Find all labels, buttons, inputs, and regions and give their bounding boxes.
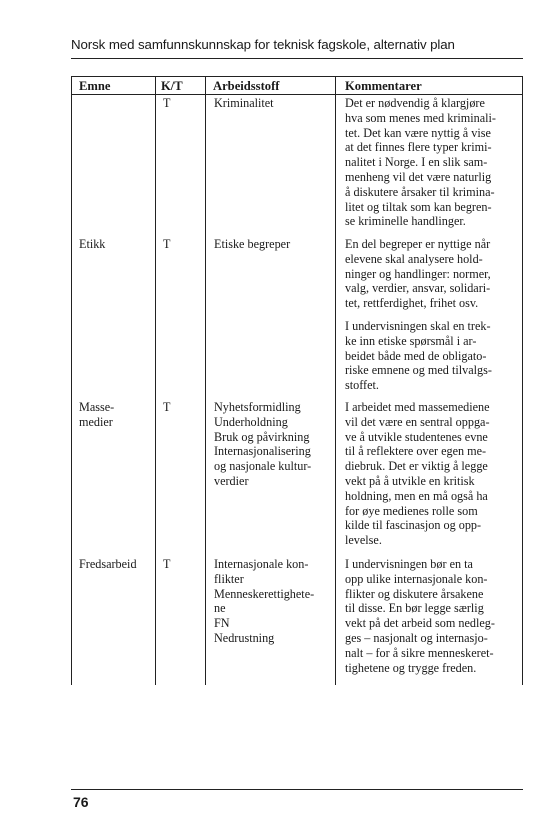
kt-cell: T [163, 400, 171, 414]
arbeidsstoff-cell: Internasjonale kon- flikter Menneskerettighete- ne FN Nedrustning [214, 557, 315, 645]
table-header-rule [71, 94, 523, 95]
comment-cell: I arbeidet med massemediene vil det være en sentral oppga- ve å utvikle studentenes evne til å reflektere over egen me- diebruk. Det er viktig å legge vekt på å utvikle en kritisk holdning, men en må også ha for øye medienes rolle som kilde til fascinasjon og opp- levelse. [345, 400, 490, 548]
comment-cell: I undervisningen bør en ta opp ulike internasjonale kon- flikter og diskutere årsakene til disse. En bør legge særlig vekt på det arbeid som nedleg- ges – nasjonalt og internasjo- nalt – for å sikre menneskeret- tighetene og trygge freden. [345, 557, 495, 675]
header-emne: Emne [79, 79, 111, 93]
column-divider [205, 76, 206, 685]
emne-cell: Fredsarbeid [79, 557, 137, 571]
header-kommentarer: Kommentarer [345, 79, 422, 93]
kt-cell: T [163, 237, 171, 251]
arbeidsstoff-cell: Nyhetsformidling Underholdning Bruk og påvirkning Internasjonalisering og nasjonale kultur- verdier [214, 400, 312, 488]
running-head: Norsk med samfunnskunnskap for teknisk fagskole, alternativ plan [71, 37, 455, 52]
footer-rule [71, 789, 523, 790]
arbeidsstoff-cell: Etiske begreper [214, 237, 291, 251]
page-number: 76 [73, 794, 89, 810]
column-divider [155, 76, 156, 685]
comment-cell: Det er nødvendig å klargjøre hva som menes med kriminali- tet. Det kan være nyttig å vise at det finnes flere typer krimi- nalitet i Norge. I en slik sam- menheng vil det være naturlig å diskutere årsaker til krimina- litet og tiltak som kan begren- se kriminelle handlinger. [345, 96, 496, 229]
kt-cell: T [163, 557, 171, 571]
table-top-rule [71, 76, 523, 77]
header-arbeidsstoff: Arbeidsstoff [213, 79, 280, 93]
table-left-border [71, 76, 72, 685]
comment-cell: I undervisningen skal en trek- ke inn etiske spørsmål i ar- beidet både med de obligato- riske emnene og med tilvalgs- stoffet. [345, 319, 492, 393]
arbeidsstoff-cell: Kriminalitet [214, 96, 274, 110]
comment-cell: En del begreper er nyttige når elevene skal analysere hold- ninger og handlinger: normer, valg, verdier, ansvar, solidari- tet, rettferdighet, frihet osv. [345, 237, 491, 311]
header-kt: K/T [161, 79, 183, 93]
kt-cell: T [163, 96, 171, 110]
emne-cell: Masse- medier [79, 400, 115, 429]
table-right-border [522, 76, 523, 685]
header-rule [71, 58, 523, 59]
emne-cell: Etikk [79, 237, 106, 251]
column-divider [335, 76, 336, 685]
